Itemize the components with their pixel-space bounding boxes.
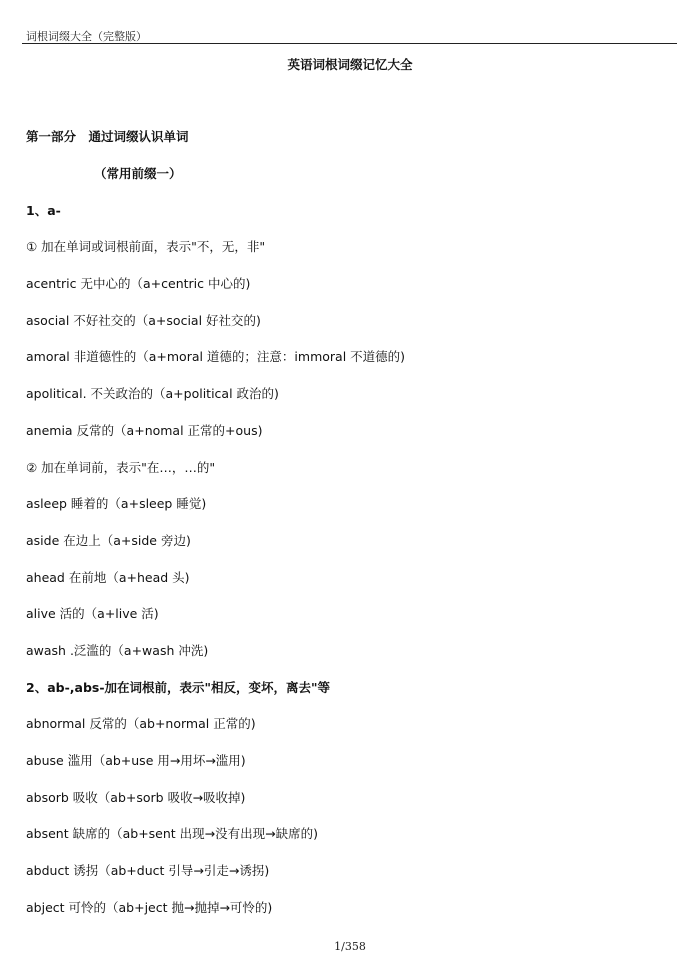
section-heading-a: 1、a- (26, 203, 61, 218)
word-entry: asocial 不好社交的（a+social 好社交的) (26, 313, 261, 328)
word-entry: abuse 滥用（ab+use 用→用坏→滥用) (26, 753, 246, 768)
running-header: 词根词缀大全（完整版） (26, 30, 147, 43)
section-subheading: （常用前缀一） (94, 166, 182, 181)
word-entry: abnormal 反常的（ab+normal 正常的) (26, 716, 256, 731)
word-entry: amoral 非道德性的（a+moral 道德的；注意：immoral 不道德的) (26, 349, 406, 364)
word-entry: awash .泛滥的（a+wash 冲洗) (26, 643, 209, 658)
word-entry: acentric 无中心的（a+centric 中心的) (26, 276, 251, 291)
word-entry: alive 活的（a+live 活) (26, 606, 159, 621)
word-entry: asleep 睡着的（a+sleep 睡觉) (26, 496, 207, 511)
word-entry: absorb 吸收（ab+sorb 吸收→吸收掉) (26, 790, 246, 805)
word-entry: aside 在边上（a+side 旁边) (26, 533, 191, 548)
word-entry: abduct 诱拐（ab+duct 引导→引走→诱拐) (26, 863, 270, 878)
word-entry: anemia 反常的（a+nomal 正常的+ous) (26, 423, 263, 438)
word-entry: apolitical. 不关政治的（a+political 政治的) (26, 386, 279, 401)
header-divider (22, 43, 677, 44)
sense-note: ② 加在单词前，表示"在…，…的" (26, 460, 216, 475)
word-entry: absent 缺席的（ab+sent 出现→没有出现→缺席的) (26, 826, 318, 841)
page-number: 1/358 (334, 940, 366, 953)
word-entry: ahead 在前地（a+head 头) (26, 570, 190, 585)
document-title: 英语词根词缀记忆大全 (287, 57, 413, 72)
part-heading: 第一部分 通过词缀认识单词 (26, 129, 189, 144)
section-heading-ab: 2、ab-,abs-加在词根前，表示"相反，变坏，离去"等 (26, 680, 331, 695)
word-entry: abject 可怜的（ab+ject 抛→抛掉→可怜的) (26, 900, 273, 915)
sense-note: ① 加在单词或词根前面，表示"不，无，非" (26, 239, 266, 254)
